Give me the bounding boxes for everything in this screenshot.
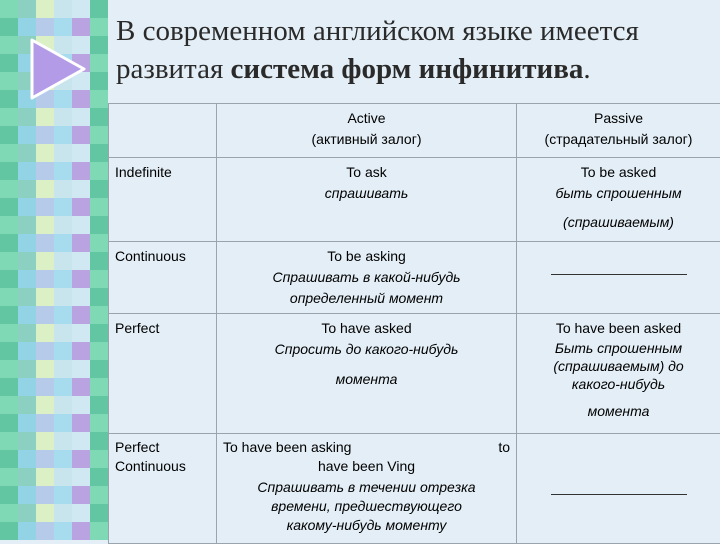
decorative-tile: [54, 414, 72, 432]
decorative-tile: [0, 108, 18, 126]
perfect-continuous-active-en-1b: to: [498, 438, 510, 457]
decorative-tile: [36, 342, 54, 360]
decorative-tile: [0, 396, 18, 414]
decorative-tile: [54, 270, 72, 288]
title-line-2-suffix: .: [583, 53, 590, 85]
decorative-tile: [18, 504, 36, 522]
decorative-tile: [90, 198, 108, 216]
decorative-tile: [0, 342, 18, 360]
decorative-tile: [90, 324, 108, 342]
cell-indefinite-active: [217, 158, 517, 242]
decorative-tile: [72, 414, 90, 432]
row-label-continuous: Continuous: [109, 242, 217, 314]
decorative-tile: [54, 162, 72, 180]
decorative-tile: [90, 234, 108, 252]
decorative-tile: [90, 108, 108, 126]
decorative-tile: [0, 522, 18, 540]
decorative-tile: [54, 306, 72, 324]
decorative-tile: [90, 54, 108, 72]
decorative-tile: [90, 126, 108, 144]
decorative-tile: [90, 18, 108, 36]
decorative-tile: [90, 288, 108, 306]
header-passive-translation: (страдательный залог): [523, 129, 714, 150]
decorative-tile: [36, 522, 54, 540]
title-line-2-bold: система форм инфинитива: [231, 53, 584, 85]
decorative-tile: [72, 306, 90, 324]
decorative-tile: [18, 522, 36, 540]
decorative-tile: [18, 342, 36, 360]
row-label-indefinite: Indefinite: [109, 158, 217, 242]
decorative-tile: [90, 72, 108, 90]
decorative-tile: [0, 36, 18, 54]
title-line-1: В современном английском языке имеется: [116, 12, 716, 50]
decorative-tile: [0, 90, 18, 108]
continuous-active-ru-2: определенный момент: [223, 288, 510, 309]
decorative-tile: [18, 486, 36, 504]
decorative-tile: [0, 324, 18, 342]
table-row-indefinite: [109, 158, 720, 242]
decorative-tile: [0, 450, 18, 468]
decorative-tile: [18, 0, 36, 18]
indefinite-active-ru: спрашивать: [223, 183, 510, 204]
decorative-tile: [54, 0, 72, 18]
table-header-row: [109, 104, 720, 158]
decorative-tile: [18, 324, 36, 342]
row-label-perfect: Perfect: [109, 314, 217, 434]
decorative-tile: [90, 270, 108, 288]
decorative-tile: [36, 0, 54, 18]
cell-perfect-passive: [517, 314, 720, 434]
decorative-tile: [0, 0, 18, 18]
decorative-tile: [36, 360, 54, 378]
decorative-tile: [90, 378, 108, 396]
decorative-tile: [54, 234, 72, 252]
decorative-tile: [18, 162, 36, 180]
decorative-tile: [72, 0, 90, 18]
decorative-tile: [36, 270, 54, 288]
decorative-tile: [36, 504, 54, 522]
decorative-tile: [36, 108, 54, 126]
decorative-tile: [72, 216, 90, 234]
decorative-tile: [0, 306, 18, 324]
decorative-tile: [0, 72, 18, 90]
decorative-tile: [0, 54, 18, 72]
perfect-continuous-active-ru-3: какому-нибудь моменту: [223, 516, 510, 535]
decorative-tile: [72, 324, 90, 342]
decorative-tile: [36, 162, 54, 180]
title-line-2-prefix: развитая: [116, 53, 231, 85]
decorative-tile: [54, 486, 72, 504]
decorative-tile: [72, 360, 90, 378]
decorative-tile: [18, 468, 36, 486]
decorative-tile: [18, 288, 36, 306]
decorative-tile: [0, 180, 18, 198]
decorative-tile: [54, 378, 72, 396]
decorative-tile: [54, 432, 72, 450]
decorative-tile: [72, 252, 90, 270]
header-active-label: Active: [223, 108, 510, 129]
empty-form-dash: [551, 494, 687, 495]
decorative-tile: [90, 252, 108, 270]
table-row-perfect: [109, 314, 720, 434]
decorative-tile: [90, 0, 108, 18]
perfect-passive-ru-2: (спрашиваемым) до: [523, 357, 714, 375]
cell-perfect-continuous-active: [217, 434, 517, 544]
decorative-tile: [0, 270, 18, 288]
decorative-tile: [18, 450, 36, 468]
header-passive-label: Passive: [523, 108, 714, 129]
decorative-tile: [72, 180, 90, 198]
header-active-translation: (активный залог): [223, 129, 510, 150]
perfect-active-ru-2: момента: [223, 369, 510, 390]
decorative-tile: [36, 450, 54, 468]
decorative-tile: [18, 396, 36, 414]
decorative-tile: [0, 288, 18, 306]
perfect-continuous-active-ru-1: Спрашивать в течении отрезка: [223, 478, 510, 497]
decorative-tile: [36, 486, 54, 504]
decorative-tile: [18, 198, 36, 216]
decorative-tile: [36, 288, 54, 306]
decorative-tile: [90, 90, 108, 108]
decorative-tile: [0, 198, 18, 216]
perfect-passive-ru-4: момента: [523, 401, 714, 422]
decorative-tile: [36, 144, 54, 162]
decorative-tile: [36, 414, 54, 432]
indefinite-passive-en: To be asked: [523, 162, 714, 183]
decorative-tile: [18, 252, 36, 270]
decorative-tile: [0, 360, 18, 378]
decorative-tile: [36, 216, 54, 234]
decorative-tile: [90, 450, 108, 468]
decorative-tile: [36, 252, 54, 270]
decorative-tile: [54, 108, 72, 126]
slide-title: [116, 12, 716, 88]
decorative-tile: [72, 270, 90, 288]
decorative-tile: [54, 324, 72, 342]
decorative-tile: [54, 126, 72, 144]
decorative-tile: [36, 18, 54, 36]
cell-perfect-active: [217, 314, 517, 434]
infinitive-forms-table: [108, 103, 720, 544]
decorative-tile: [0, 468, 18, 486]
decorative-tile: [0, 252, 18, 270]
decorative-tile: [72, 522, 90, 540]
decorative-tile: [90, 216, 108, 234]
decorative-tile: [72, 504, 90, 522]
decorative-tile: [90, 180, 108, 198]
decorative-tile: [72, 342, 90, 360]
decorative-tile: [72, 234, 90, 252]
play-arrow-icon: [26, 36, 88, 102]
decorative-tile: [72, 468, 90, 486]
decorative-tile: [90, 162, 108, 180]
decorative-tile: [36, 180, 54, 198]
decorative-tile: [18, 360, 36, 378]
decorative-tile: [72, 486, 90, 504]
decorative-tile: [90, 522, 108, 540]
decorative-tile: [0, 378, 18, 396]
perfect-continuous-active-en-2: have been Ving: [223, 457, 510, 476]
perfect-passive-ru-3: какого-нибудь: [523, 375, 714, 393]
decorative-tile: [36, 396, 54, 414]
decorative-tile: [0, 216, 18, 234]
table-row-perfect-continuous: [109, 434, 720, 544]
decorative-tile: [36, 198, 54, 216]
row-label-perfect-continuous-2: Continuous: [115, 457, 210, 476]
decorative-tile: [54, 288, 72, 306]
row-label-perfect-continuous: [109, 434, 217, 544]
decorative-tile: [36, 378, 54, 396]
decorative-tile: [18, 180, 36, 198]
decorative-tile: [18, 234, 36, 252]
indefinite-passive-ru-1: быть спрошенным: [523, 183, 714, 204]
decorative-tile: [54, 360, 72, 378]
decorative-tile: [90, 468, 108, 486]
title-line-2: [116, 50, 716, 88]
decorative-tile: [54, 396, 72, 414]
decorative-tile: [0, 234, 18, 252]
decorative-tile: [90, 36, 108, 54]
cell-continuous-passive: [517, 242, 720, 314]
decorative-tile: [72, 288, 90, 306]
perfect-passive-ru-1: Быть спрошенным: [523, 339, 714, 357]
empty-form-dash: [551, 274, 687, 275]
decorative-tile: [18, 306, 36, 324]
decorative-tile: [90, 360, 108, 378]
decorative-tile: [90, 432, 108, 450]
decorative-tile: [72, 162, 90, 180]
perfect-continuous-active-en-1a: To have been asking: [223, 438, 351, 457]
cell-indefinite-passive: [517, 158, 720, 242]
decorative-tile: [18, 270, 36, 288]
header-passive-cell: [517, 104, 720, 158]
decorative-tile: [0, 432, 18, 450]
decorative-tile: [36, 306, 54, 324]
decorative-tile: [72, 18, 90, 36]
decorative-tile: [54, 18, 72, 36]
continuous-active-en: To be asking: [223, 246, 510, 267]
decorative-tile: [72, 432, 90, 450]
decorative-tile: [54, 468, 72, 486]
decorative-tile: [90, 306, 108, 324]
cell-perfect-continuous-passive: [517, 434, 720, 544]
decorative-tile: [54, 450, 72, 468]
decorative-tile: [72, 144, 90, 162]
indefinite-passive-ru-2: (спрашиваемым): [523, 212, 714, 233]
decorative-tile: [18, 18, 36, 36]
continuous-active-ru-1: Спрашивать в какой-нибудь: [223, 267, 510, 288]
decorative-tile: [72, 450, 90, 468]
decorative-tile: [90, 414, 108, 432]
decorative-tile: [18, 126, 36, 144]
indefinite-active-en: To ask: [223, 162, 510, 183]
decorative-tile: [36, 468, 54, 486]
header-active-cell: [217, 104, 517, 158]
cell-continuous-active: [217, 242, 517, 314]
decorative-tile: [54, 144, 72, 162]
decorative-tile: [54, 198, 72, 216]
decorative-tile: [54, 216, 72, 234]
decorative-tile: [0, 162, 18, 180]
header-corner-cell: [109, 104, 217, 158]
decorative-tile: [0, 414, 18, 432]
decorative-tile: [18, 216, 36, 234]
decorative-tile: [90, 486, 108, 504]
decorative-tile: [36, 324, 54, 342]
decorative-tile: [0, 18, 18, 36]
decorative-tile: [90, 342, 108, 360]
decorative-tile: [36, 126, 54, 144]
decorative-tile: [72, 108, 90, 126]
table-row-continuous: [109, 242, 720, 314]
decorative-tile: [72, 126, 90, 144]
decorative-tile: [72, 378, 90, 396]
row-label-perfect-continuous-1: Perfect: [115, 438, 210, 457]
perfect-continuous-active-ru-2: времени, предшествующего: [223, 497, 510, 516]
decorative-tile: [0, 126, 18, 144]
decorative-tile: [18, 108, 36, 126]
perfect-active-en: To have asked: [223, 318, 510, 339]
decorative-tile: [54, 342, 72, 360]
decorative-tile: [0, 144, 18, 162]
decorative-tile: [36, 234, 54, 252]
decorative-tile: [0, 486, 18, 504]
decorative-tile: [36, 432, 54, 450]
decorative-tile: [90, 504, 108, 522]
decorative-tile: [18, 378, 36, 396]
perfect-active-ru-1: Спросить до какого-нибудь: [223, 339, 510, 360]
decorative-tile: [18, 414, 36, 432]
decorative-tile: [54, 180, 72, 198]
decorative-tile: [90, 396, 108, 414]
decorative-tile: [54, 522, 72, 540]
decorative-tile: [72, 396, 90, 414]
decorative-tile: [54, 252, 72, 270]
decorative-tile: [54, 504, 72, 522]
perfect-passive-en: To have been asked: [523, 318, 714, 339]
perfect-continuous-active-line-1: [223, 438, 510, 457]
decorative-tile: [18, 432, 36, 450]
decorative-tile: [18, 144, 36, 162]
decorative-tile: [0, 504, 18, 522]
decorative-tile: [90, 144, 108, 162]
decorative-tile: [72, 198, 90, 216]
